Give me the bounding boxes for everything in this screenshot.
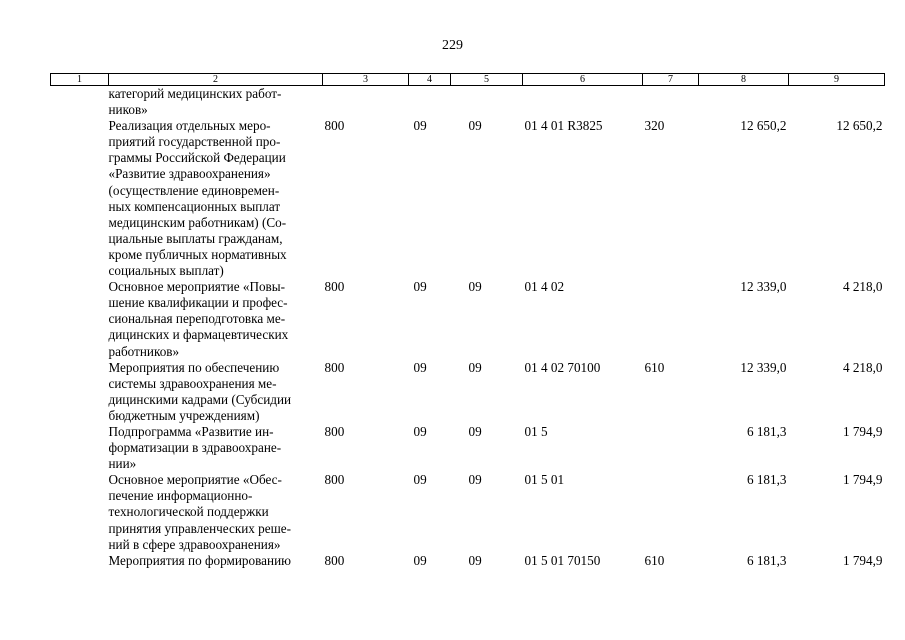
description-line: форматизации в здравоохране- <box>108 440 282 456</box>
description-line: работников» <box>108 343 180 359</box>
table-row <box>51 86 885 119</box>
description-line: ных компенсационных выплат <box>108 198 281 214</box>
cell-target-article: 01 5 <box>524 423 548 439</box>
cell-expense-type: 610 <box>644 359 665 375</box>
cell-amount-col9: 1 794,9 <box>842 423 883 439</box>
description-line: «Развитие здравоохранения» <box>108 166 271 182</box>
cell-amount-col8: 6 181,3 <box>746 552 787 568</box>
cell-amount-col8: 12 650,2 <box>740 118 787 134</box>
cell-subsection: 09 <box>468 552 482 568</box>
description-line: дицинскими кадрами (Субсидии <box>108 391 292 407</box>
cell-subsection: 09 <box>468 359 482 375</box>
description-line: категорий медицинских работ- <box>108 86 282 101</box>
cell-expense-type <box>643 472 699 552</box>
description-line: Реализация отдельных меро- <box>108 118 271 134</box>
description-line: Основное мероприятие «Обес- <box>108 472 282 488</box>
header-col-4: 4 <box>409 74 451 86</box>
description-line: ников» <box>108 102 148 118</box>
description-line: принятия управленческих реше- <box>108 520 292 536</box>
description-line: (осуществление единовремен- <box>108 182 280 198</box>
cell-subsection: 09 <box>468 423 482 439</box>
cell-expense-type <box>643 279 699 359</box>
cell-ministry-code: 800 <box>324 423 345 439</box>
description-line: Подпрограмма «Развитие ин- <box>108 423 274 439</box>
header-col-8: 8 <box>699 74 789 86</box>
description-line: медицинским работникам) (Со- <box>108 214 287 230</box>
cell-ministry-code: 800 <box>324 279 345 295</box>
cell-subsection: 09 <box>468 118 482 134</box>
header-col-1: 1 <box>51 74 109 86</box>
header-col-5: 5 <box>451 74 523 86</box>
budget-table <box>50 73 885 569</box>
cell-section: 09 <box>413 552 427 568</box>
cell-amount-col9: 4 218,0 <box>842 359 883 375</box>
description-line: системы здравоохранения ме- <box>108 375 277 391</box>
header-col-3: 3 <box>323 74 409 86</box>
table-row <box>51 472 885 552</box>
cell-expense-type <box>643 86 699 119</box>
description-line: шение квалификации и профес- <box>108 295 288 311</box>
cell-target-article: 01 4 02 <box>524 279 565 295</box>
description-line: нии» <box>108 456 137 472</box>
description-line: ний в сфере здравоохранения» <box>108 536 281 552</box>
description-line: технологической поддержки <box>108 504 269 520</box>
description-line: Мероприятия по формированию <box>108 552 291 568</box>
cell-subsection: 09 <box>468 472 482 488</box>
description-line: приятий государственной про- <box>108 134 281 150</box>
cell-amount-col9: 4 218,0 <box>842 279 883 295</box>
cell-amount-col8: 6 181,3 <box>746 472 787 488</box>
cell-target-article: 01 5 01 70150 <box>524 552 601 568</box>
description-line: граммы Российской Федерации <box>108 150 286 166</box>
cell-ministry-code: 800 <box>324 118 345 134</box>
cell-amount-col8: 12 339,0 <box>740 359 787 375</box>
cell-target-article: 01 4 01 R3825 <box>524 118 603 134</box>
cell-target-article: 01 5 01 <box>524 472 565 488</box>
cell-amount-col8 <box>699 86 789 119</box>
cell-section: 09 <box>413 118 427 134</box>
cell-section <box>409 86 451 119</box>
table-body <box>51 86 885 569</box>
cell-expense-type <box>643 424 699 472</box>
description-line: печение информационно- <box>108 488 253 504</box>
table-row <box>51 360 885 424</box>
cell-amount-col9 <box>789 86 885 119</box>
header-col-7: 7 <box>643 74 699 86</box>
table-row <box>51 279 885 359</box>
cell-target-article: 01 4 02 70100 <box>524 359 601 375</box>
row-description <box>51 424 323 472</box>
cell-ministry-code: 800 <box>324 552 345 568</box>
table-row <box>51 118 885 279</box>
header-row <box>51 74 885 86</box>
cell-section: 09 <box>413 359 427 375</box>
row-description <box>51 118 323 279</box>
header-col-2: 2 <box>109 74 323 86</box>
cell-amount-col8: 6 181,3 <box>746 423 787 439</box>
cell-expense-type: 320 <box>644 118 665 134</box>
description-line: социальных выплат) <box>108 263 224 279</box>
description-line: Мероприятия по обеспечению <box>108 359 280 375</box>
cell-expense-type: 610 <box>644 552 665 568</box>
cell-ministry-code <box>323 86 409 119</box>
row-description <box>51 472 323 552</box>
description-line: циальные выплаты гражданам, <box>108 230 283 246</box>
header-col-6: 6 <box>523 74 643 86</box>
cell-subsection: 09 <box>468 279 482 295</box>
row-description <box>51 279 323 359</box>
cell-amount-col9: 1 794,9 <box>842 472 883 488</box>
cell-subsection <box>451 86 523 119</box>
cell-section: 09 <box>413 423 427 439</box>
cell-ministry-code: 800 <box>324 472 345 488</box>
cell-amount-col8: 12 339,0 <box>740 279 787 295</box>
table-header <box>51 74 885 86</box>
cell-amount-col9: 1 794,9 <box>842 552 883 568</box>
description-line: бюджетным учреждениям) <box>108 407 260 423</box>
table-row <box>51 553 885 569</box>
description-line: Основное мероприятие «Повы- <box>108 279 286 295</box>
row-description <box>51 553 323 569</box>
row-description <box>51 86 323 119</box>
description-line: кроме публичных нормативных <box>108 246 287 262</box>
cell-amount-col9: 12 650,2 <box>836 118 883 134</box>
row-description <box>51 360 323 424</box>
page-number: 229 <box>442 38 463 53</box>
table-row <box>51 424 885 472</box>
description-line: сиональная переподготовка ме- <box>108 311 286 327</box>
description-line: дицинских и фармацевтических <box>108 327 289 343</box>
header-col-9: 9 <box>789 74 885 86</box>
cell-section: 09 <box>413 279 427 295</box>
cell-target-article <box>523 86 643 119</box>
cell-ministry-code: 800 <box>324 359 345 375</box>
cell-section: 09 <box>413 472 427 488</box>
